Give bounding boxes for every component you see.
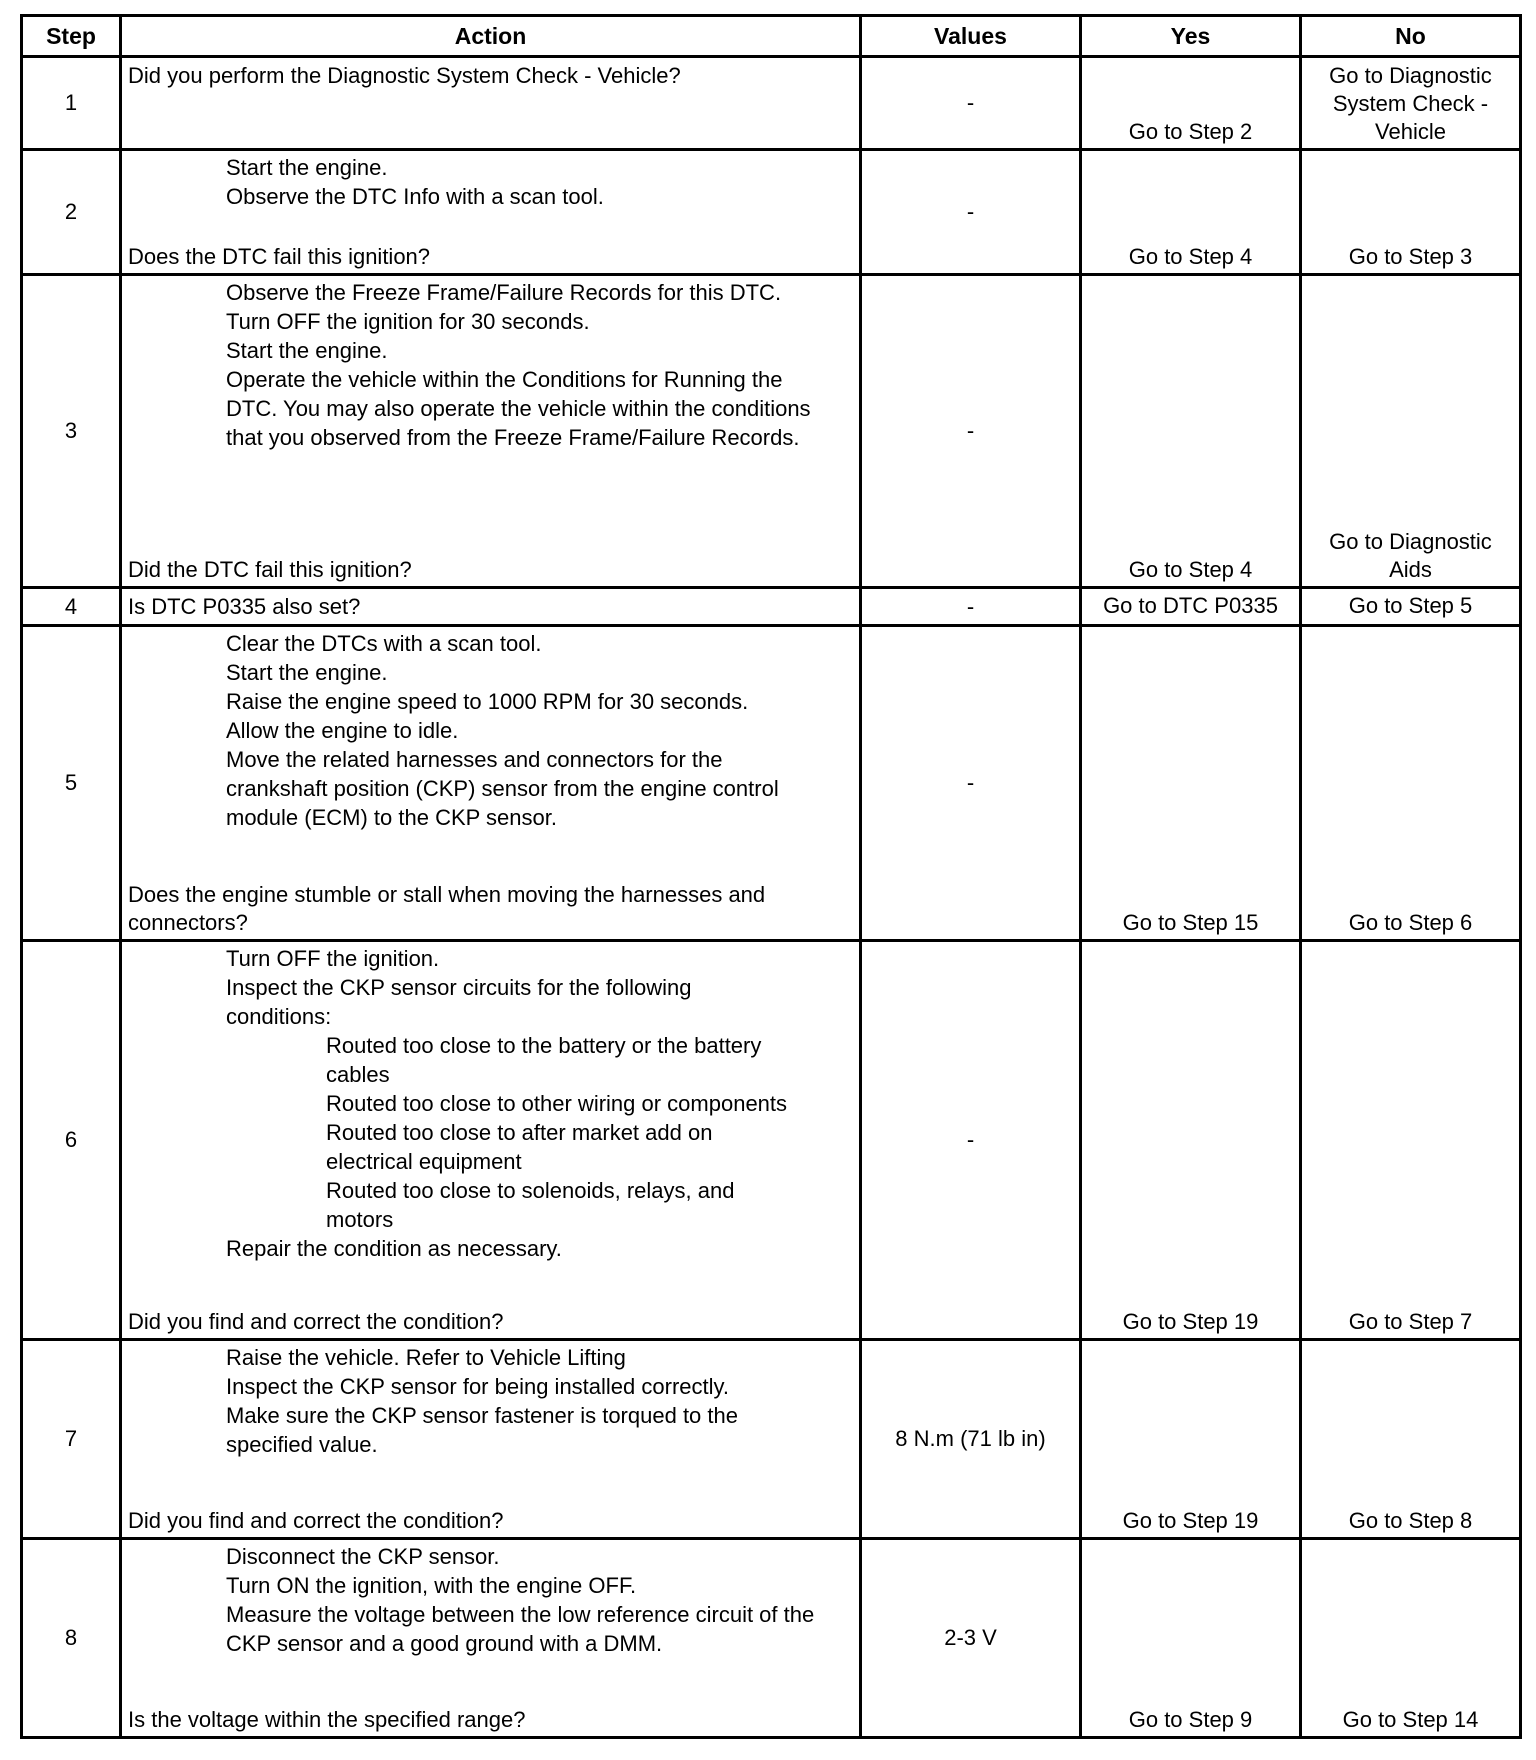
yes-cell: Go to Step 2 bbox=[1081, 57, 1301, 150]
no-cell: Go to Step 14 bbox=[1301, 1539, 1521, 1738]
header-action: Action bbox=[121, 16, 861, 57]
action-step: Operate the vehicle within the Conditions for Running the DTC. You may also operate the vehicle within the conditions that you observed from the Freeze Frame/Failure Records. bbox=[226, 367, 817, 450]
action-step: Disconnect the CKP sensor. bbox=[226, 1544, 500, 1569]
sub-condition: Routed too close to after market add on electrical equipment bbox=[326, 1120, 719, 1174]
step-number: 7 bbox=[22, 1340, 121, 1539]
table-row bbox=[22, 588, 1521, 626]
action-cell bbox=[121, 1539, 861, 1738]
value-cell: 2-3 V bbox=[861, 1539, 1081, 1738]
table-row bbox=[22, 1340, 1521, 1539]
action-cell bbox=[121, 626, 861, 941]
action-step: Turn OFF the ignition for 30 seconds. bbox=[226, 309, 590, 334]
no-cell: Go to Step 5 bbox=[1301, 588, 1521, 626]
yes-cell: Go to Step 15 bbox=[1081, 626, 1301, 941]
table-row bbox=[22, 1539, 1521, 1738]
action-step: Start the engine. bbox=[226, 338, 388, 363]
step-number: 5 bbox=[22, 626, 121, 941]
table-row bbox=[22, 941, 1521, 1340]
header-step: Step bbox=[22, 16, 121, 57]
header-row bbox=[22, 16, 1521, 57]
action-step: Measure the voltage between the low reference circuit of the CKP sensor and a good ground with a DMM. bbox=[226, 1602, 821, 1656]
action-cell bbox=[121, 941, 861, 1340]
action-step: Start the engine. bbox=[226, 660, 388, 685]
action-question: Does the engine stumble or stall when moving the harnesses and connectors? bbox=[128, 882, 766, 935]
header-values: Values bbox=[861, 16, 1081, 57]
action-cell bbox=[121, 1340, 861, 1539]
action-step: Inspect the CKP sensor circuits for the following conditions: bbox=[226, 975, 698, 1029]
action-step: Raise the engine speed to 1000 RPM for 30 seconds. bbox=[226, 689, 749, 714]
action-cell bbox=[121, 588, 861, 626]
header-yes: Yes bbox=[1081, 16, 1301, 57]
action-step: Clear the DTCs with a scan tool. bbox=[226, 631, 542, 656]
action-question: Is the voltage within the specified range? bbox=[128, 1707, 526, 1732]
action-step: Move the related harnesses and connectors for the crankshaft position (CKP) sensor from the engine control module (ECM) to the CKP sensor. bbox=[226, 747, 785, 830]
action-question: Did the DTC fail this ignition? bbox=[128, 557, 412, 582]
action-step: Observe the DTC Info with a scan tool. bbox=[226, 184, 604, 209]
action-cell bbox=[121, 275, 861, 588]
no-cell: Go to Step 3 bbox=[1301, 150, 1521, 275]
value-cell: - bbox=[861, 588, 1081, 626]
sub-condition: Routed too close to the battery or the battery cables bbox=[326, 1033, 768, 1087]
action-cell bbox=[121, 57, 861, 150]
no-cell bbox=[1301, 57, 1521, 150]
yes-cell: Go to DTC P0335 bbox=[1081, 588, 1301, 626]
no-cell: Go to Step 6 bbox=[1301, 626, 1521, 941]
value-cell: - bbox=[861, 57, 1081, 150]
yes-cell: Go to Step 19 bbox=[1081, 941, 1301, 1340]
sub-condition: Routed too close to solenoids, relays, and motors bbox=[326, 1178, 741, 1232]
value-cell: 8 N.m (71 lb in) bbox=[861, 1340, 1081, 1539]
no-text: Go to Diagnostic Aids bbox=[1329, 529, 1492, 582]
no-cell: Go to Step 7 bbox=[1301, 941, 1521, 1340]
value-cell: - bbox=[861, 626, 1081, 941]
no-cell: Go to Step 8 bbox=[1301, 1340, 1521, 1539]
action-step: Inspect the CKP sensor for being installed correctly. bbox=[226, 1374, 729, 1399]
sub-condition: Routed too close to other wiring or components bbox=[326, 1091, 788, 1116]
action-question: Did you find and correct the condition? bbox=[128, 1309, 504, 1334]
action-step: Turn OFF the ignition. bbox=[226, 946, 440, 971]
action-cell bbox=[121, 150, 861, 275]
action-question: Is DTC P0335 also set? bbox=[128, 593, 361, 619]
action-step: Make sure the CKP sensor fastener is torqued to the specified value. bbox=[226, 1403, 745, 1457]
yes-cell: Go to Step 4 bbox=[1081, 275, 1301, 588]
diagnostic-table bbox=[20, 14, 1522, 1739]
table-row bbox=[22, 57, 1521, 150]
yes-cell: Go to Step 19 bbox=[1081, 1340, 1301, 1539]
value-cell: - bbox=[861, 150, 1081, 275]
value-cell: - bbox=[861, 275, 1081, 588]
no-text: Go to Diagnostic System Check - Vehicle bbox=[1329, 63, 1492, 144]
step-number: 8 bbox=[22, 1539, 121, 1738]
table-row bbox=[22, 626, 1521, 941]
no-cell bbox=[1301, 275, 1521, 588]
action-step: Raise the vehicle. Refer to Vehicle Lifting bbox=[226, 1345, 626, 1370]
action-question: Did you perform the Diagnostic System Check - Vehicle? bbox=[128, 63, 681, 88]
action-step: Repair the condition as necessary. bbox=[226, 1236, 562, 1261]
action-step: Observe the Freeze Frame/Failure Records for this DTC. bbox=[226, 280, 782, 305]
value-cell: - bbox=[861, 941, 1081, 1340]
step-number: 4 bbox=[22, 588, 121, 626]
yes-cell: Go to Step 4 bbox=[1081, 150, 1301, 275]
action-question: Did you find and correct the condition? bbox=[128, 1508, 504, 1533]
step-number: 3 bbox=[22, 275, 121, 588]
step-number: 1 bbox=[22, 57, 121, 150]
step-number: 2 bbox=[22, 150, 121, 275]
table-row bbox=[22, 275, 1521, 588]
action-step: Allow the engine to idle. bbox=[226, 718, 459, 743]
yes-cell: Go to Step 9 bbox=[1081, 1539, 1301, 1738]
step-number: 6 bbox=[22, 941, 121, 1340]
action-step: Turn ON the ignition, with the engine OFF. bbox=[226, 1573, 637, 1598]
table-row bbox=[22, 150, 1521, 275]
action-step: Start the engine. bbox=[226, 155, 388, 180]
action-question: Does the DTC fail this ignition? bbox=[128, 244, 431, 269]
header-no: No bbox=[1301, 16, 1521, 57]
